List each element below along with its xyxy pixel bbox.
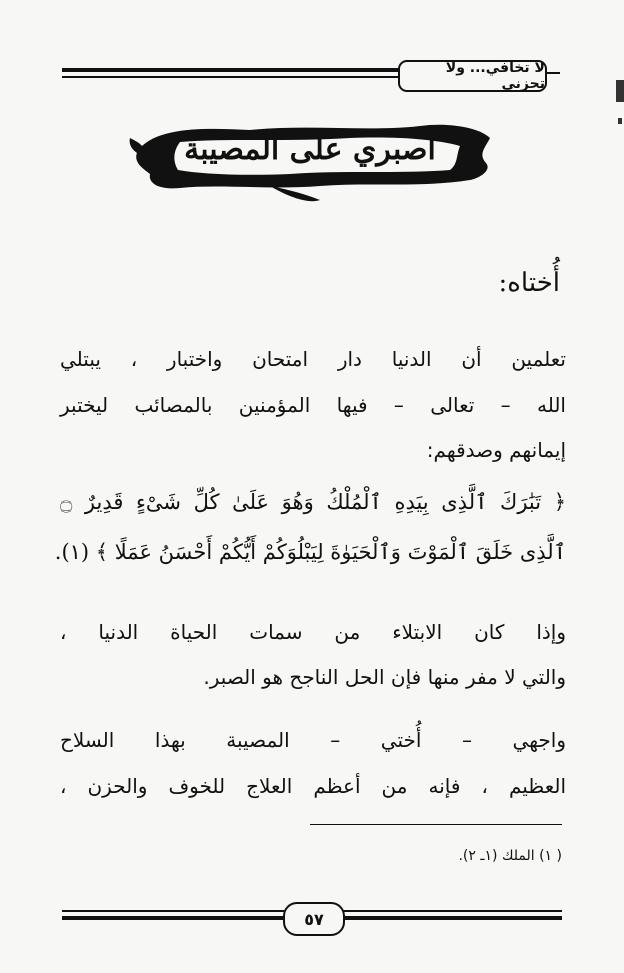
paragraph-line: العظيم ، فإنه من أعظم العلاج للخوف والحزن ، xyxy=(60,774,566,798)
footnote: ( ١) الملك (١ـ ٢). xyxy=(458,848,562,864)
paragraph-line: تعلمين أن الدنيا دار امتحان واختبار ، يبتلي xyxy=(60,347,566,371)
paragraph-line: وإذا كان الابتلاء من سمات الحياة الدنيا ، xyxy=(60,620,566,644)
chapter-title: اصبري على المصيبة xyxy=(184,131,436,167)
salutation: أُختاه: xyxy=(498,268,560,298)
footer-rule-thin-left xyxy=(62,910,284,912)
footer-rule-thick-left xyxy=(62,916,284,920)
footnote-divider xyxy=(310,824,562,825)
running-title: لا تخافي... ولا تحزني xyxy=(398,60,547,92)
paragraph-line: والتي لا مفر منها فإن الحل الناجح هو الصبر. xyxy=(203,665,566,689)
page-number: ٥٧ xyxy=(283,902,345,936)
quran-verse-line: ٱلَّذِى خَلَقَ ٱلْمَوْتَ وَٱلْحَيَوٰةَ لِيَبْلُوَكُمْ أَيُّكُمْ أَحْسَنُ عَمَلًا ﴾ (١). xyxy=(54,540,566,564)
scan-edge-mark-small xyxy=(618,118,622,124)
header-rule-thick xyxy=(62,68,402,72)
footer-rule-thick-right xyxy=(340,916,562,920)
footer-rule-thin-right xyxy=(340,910,562,912)
header-rule-thin xyxy=(62,76,402,78)
paragraph-line: الله – تعالى – فيها المؤمنين بالمصائب ليختبر xyxy=(60,393,566,417)
paragraph-line: إيمانهم وصدقهم: xyxy=(426,438,566,462)
quran-verse-line: ﴿ تَبَٰرَكَ ٱلَّذِى بِيَدِهِ ٱلْمُلْكُ وَهُوَ عَلَىٰ كُلِّ شَىْءٍ قَدِيرٌ ۝ xyxy=(60,490,566,514)
scan-edge-mark xyxy=(616,80,624,102)
paragraph-line: واجهي – أُختي – المصيبة بهذا السلاح xyxy=(60,728,566,752)
